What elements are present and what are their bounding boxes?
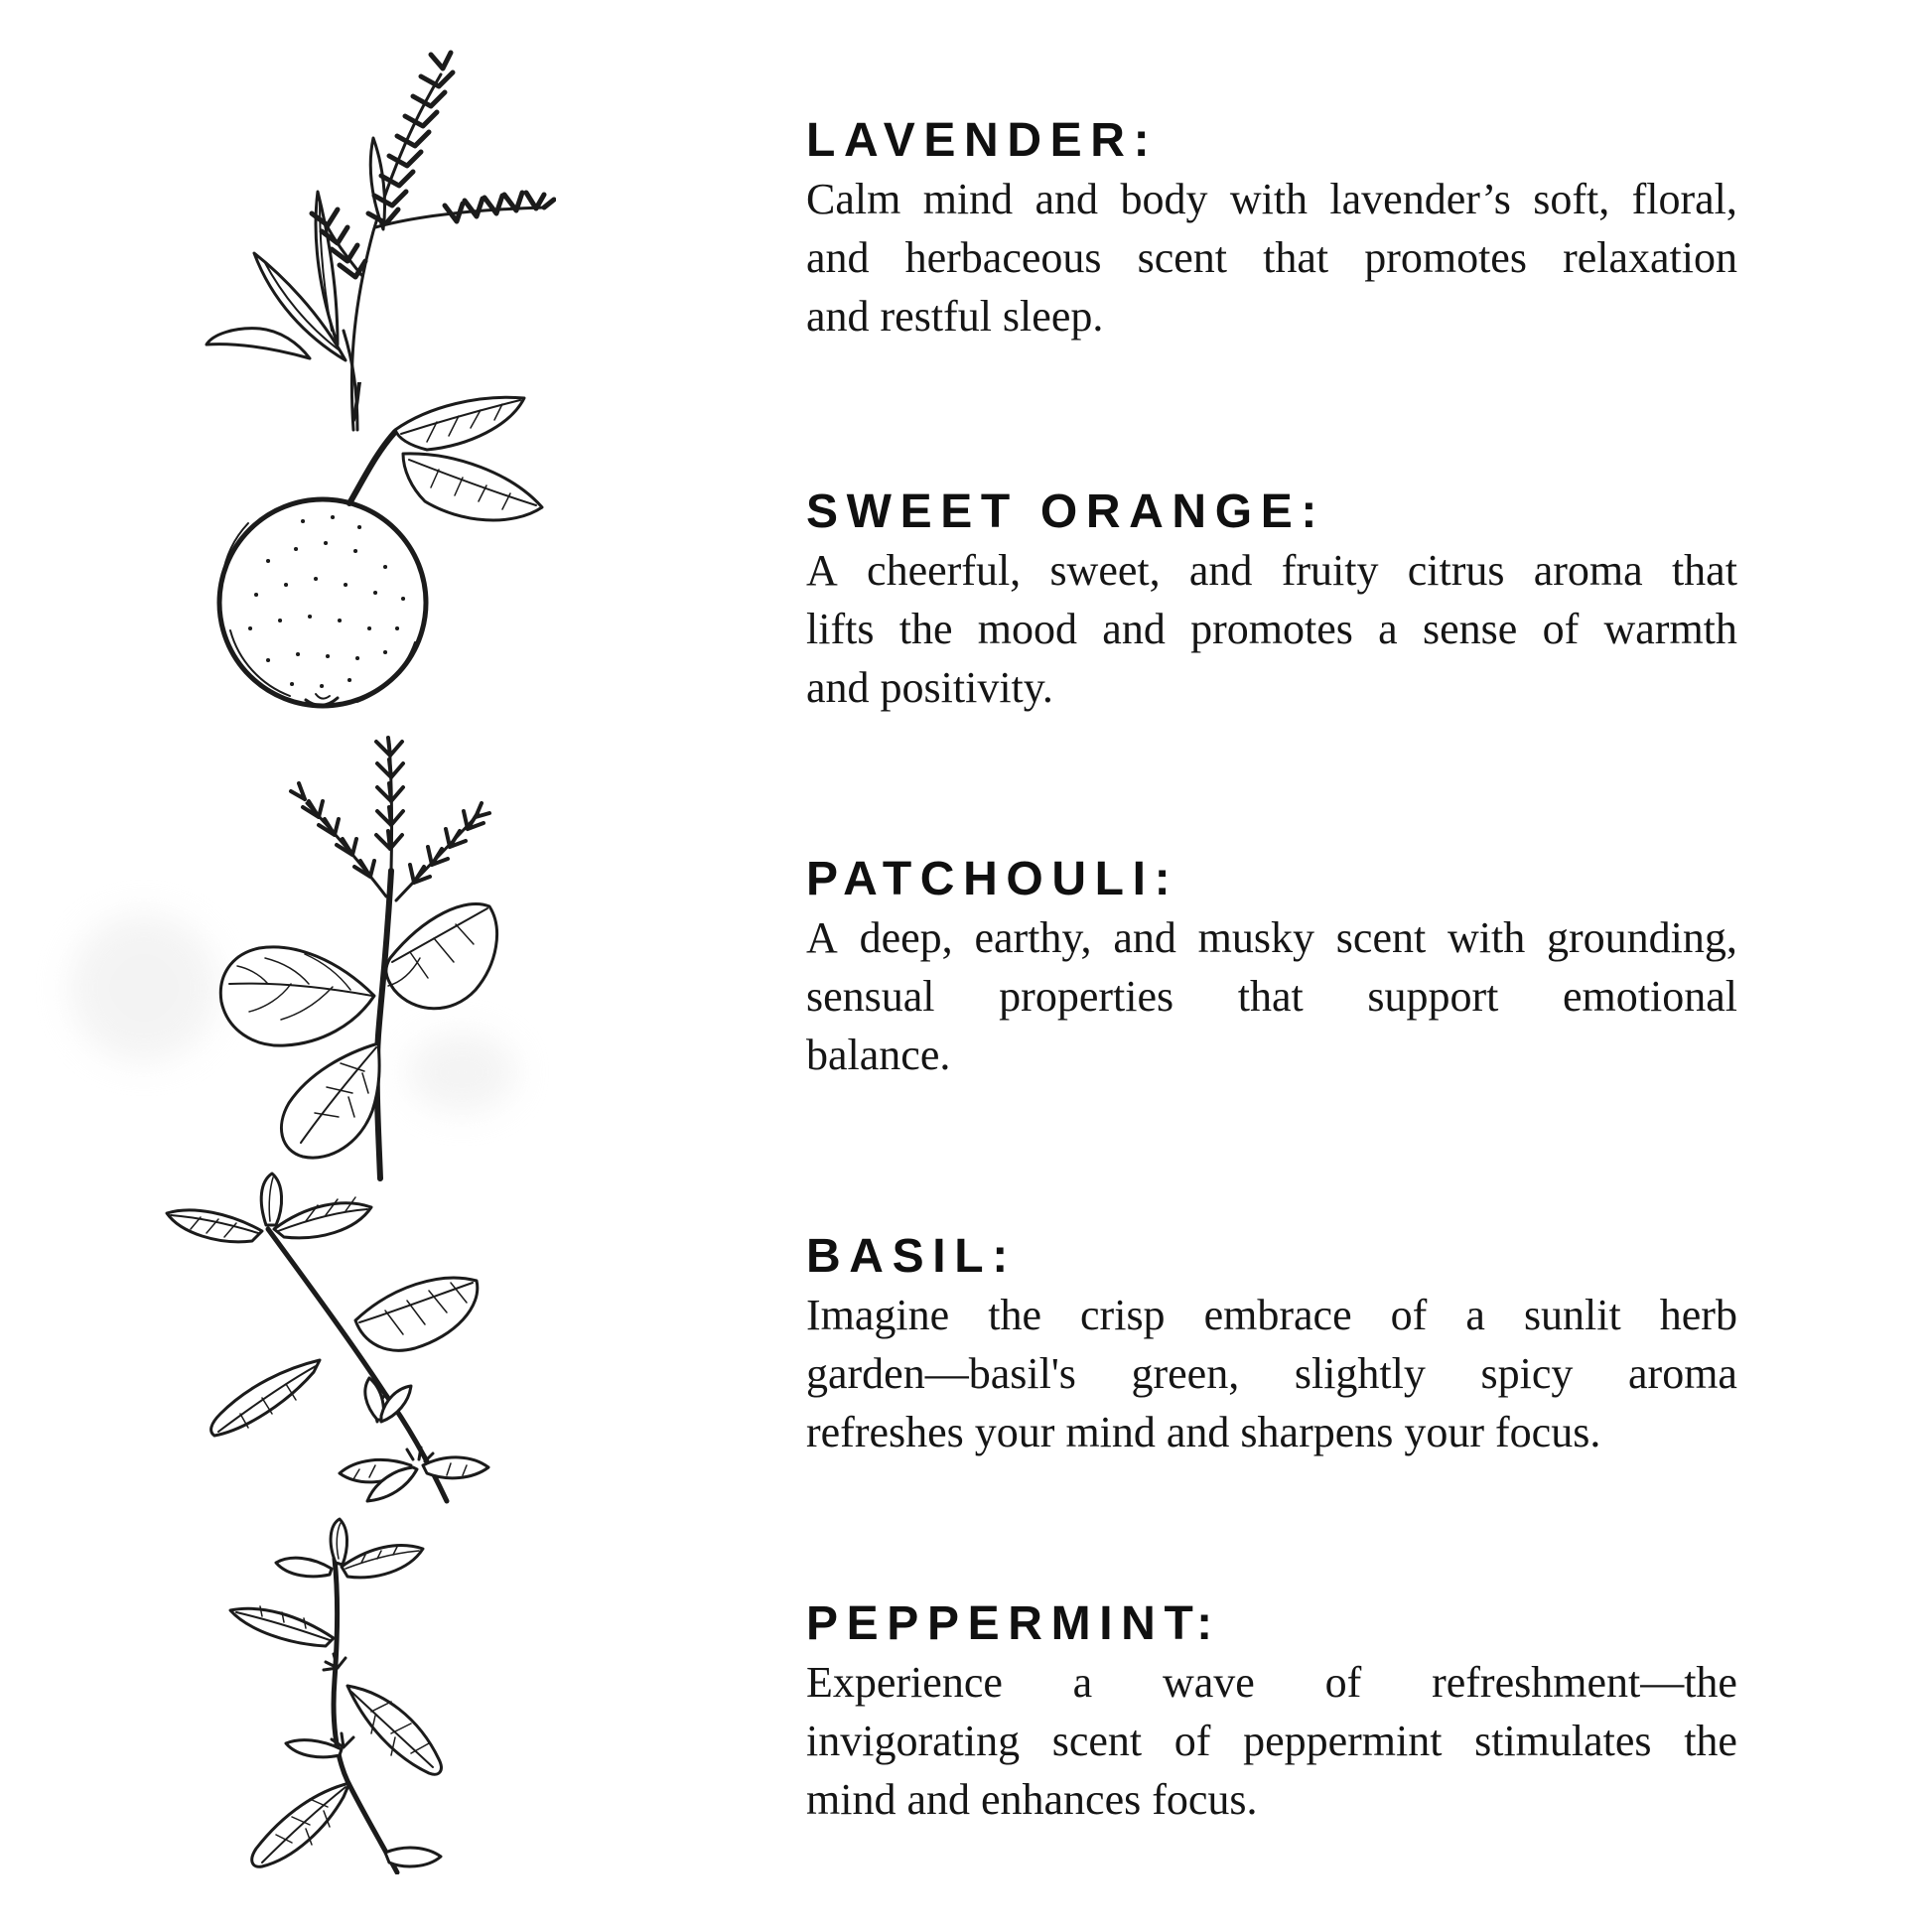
lavender-body-line: and restful sleep. [806, 292, 1104, 341]
section-basil [806, 1228, 1737, 1461]
lavender-heading: LAVENDER: [806, 114, 1159, 167]
lavender-body-line: Calm mind and body with lavender’s soft, floral, [806, 175, 1737, 223]
section-sweet-orange [806, 483, 1737, 717]
peppermint-body-line: Experience a wave of refreshment—the [806, 1658, 1737, 1707]
basil-body-line: Imagine the crisp embrace of a sunlit herb [806, 1291, 1737, 1339]
basil-body-line: garden—basil's green, slightly spicy aroma [806, 1349, 1737, 1398]
lavender-body-line: and herbaceous scent that promotes relaxation [806, 233, 1737, 282]
patchouli-body-line: A deep, earthy, and musky scent with grounding, [806, 913, 1737, 962]
lavender-illustration [149, 15, 556, 432]
patchouli-body-line: sensual properties that support emotional [806, 972, 1737, 1021]
peppermint-body-line: invigorating scent of peppermint stimulates the [806, 1717, 1737, 1765]
sweet-orange-heading: SWEET ORANGE: [806, 485, 1325, 538]
patchouli-body-line: balance. [806, 1031, 951, 1079]
section-lavender [806, 112, 1737, 345]
basil-body-line: refreshes your mind and sharpens your focus. [806, 1408, 1601, 1456]
sweet-orange-body-line: and positivity. [806, 663, 1053, 712]
basil-illustration [147, 1172, 499, 1504]
peppermint-body-line: mind and enhances focus. [806, 1775, 1258, 1824]
sweet-orange-body-line: A cheerful, sweet, and fruity citrus aroma that [806, 546, 1737, 595]
patchouli-heading: PATCHOULI: [806, 853, 1179, 905]
patchouli-illustration [174, 730, 501, 1181]
section-patchouli [806, 851, 1737, 1084]
sweet-orange-illustration [208, 382, 566, 715]
basil-heading: BASIL: [806, 1230, 1017, 1283]
peppermint-illustration [187, 1517, 470, 1874]
section-peppermint [806, 1595, 1737, 1829]
sweet-orange-body-line: lifts the mood and promotes a sense of warmth [806, 605, 1737, 653]
peppermint-heading: PEPPERMINT: [806, 1597, 1221, 1650]
